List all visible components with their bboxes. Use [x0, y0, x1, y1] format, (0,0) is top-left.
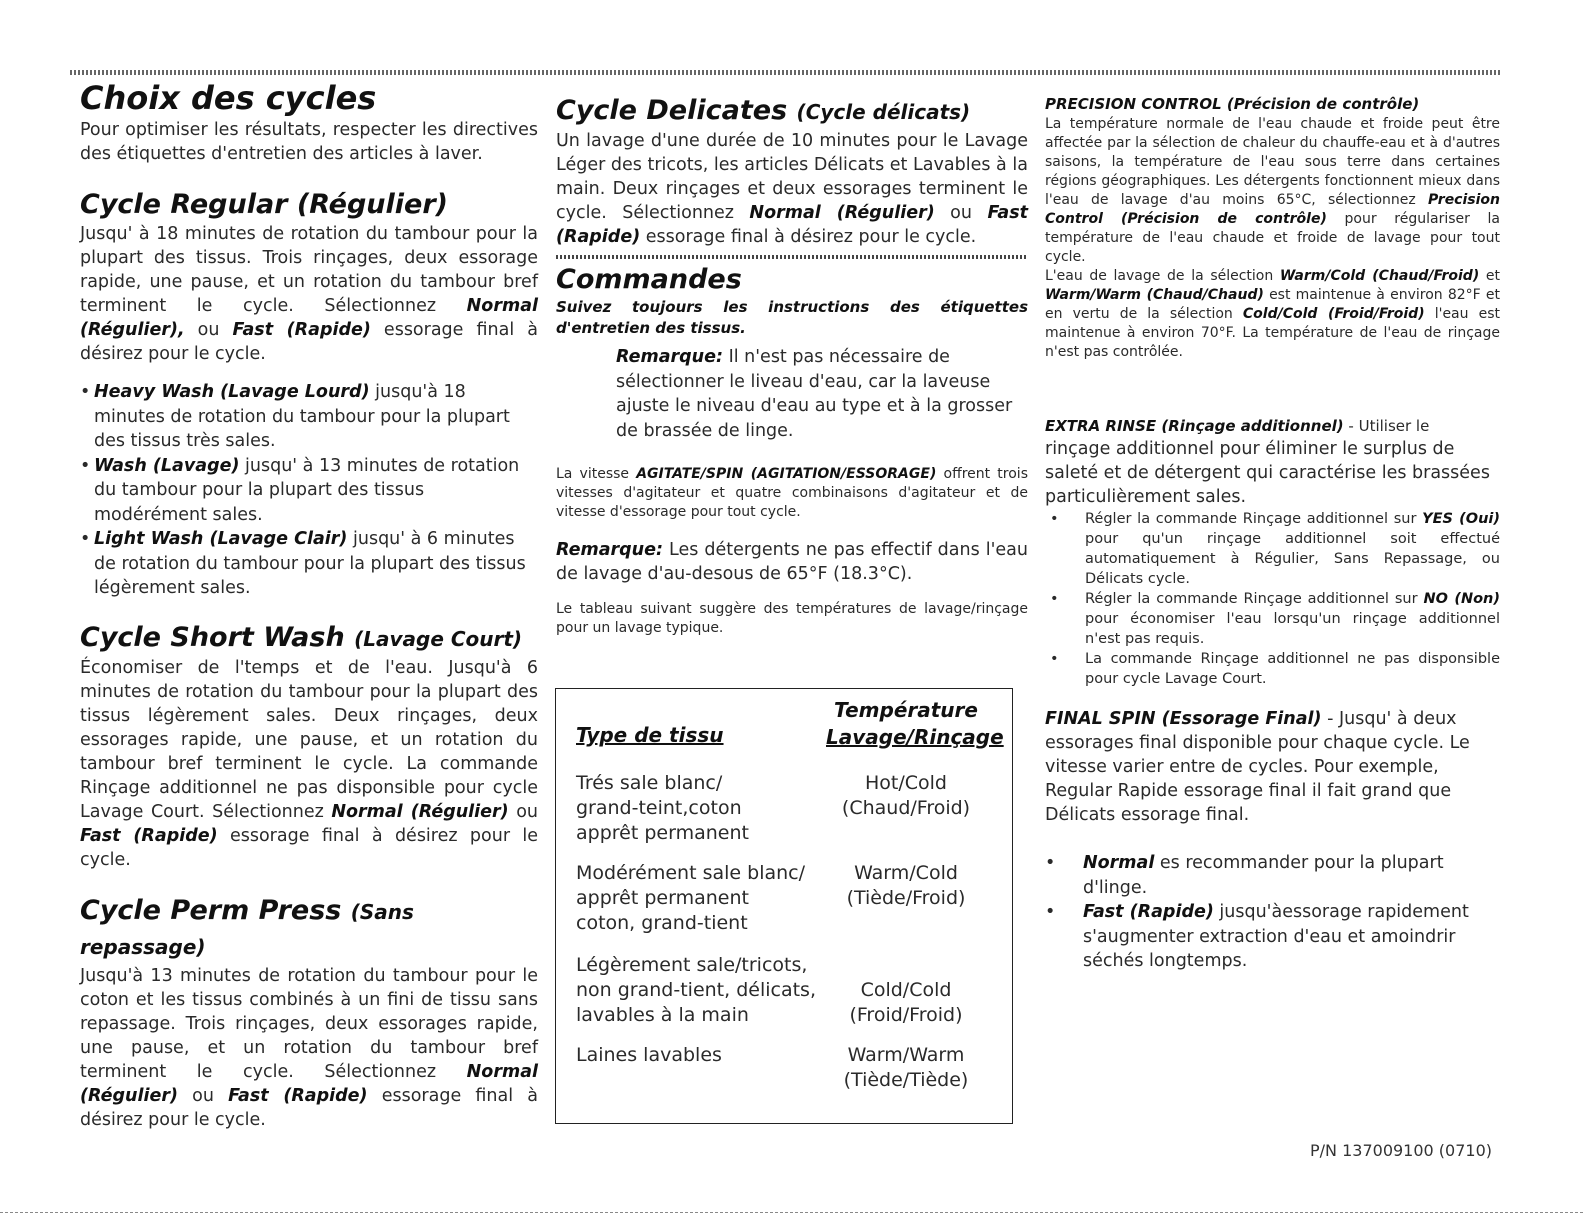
table-header-fabric-type: Type de tissu	[576, 723, 724, 747]
heading-cycle-delicates: Cycle Delicates (Cycle délicats)	[556, 95, 971, 126]
table-cell-temperature: Cold/Cold (Froid/Froid)	[849, 979, 963, 1026]
precision-text: La température normale de l'eau chaude et froide peut être affectée par la sélection de chaleur du chauffe-eau et à d'autres saisons, la température de l'eau sous terre dans certaines régions géographiques. Les détergents fonctionnent mieux dans l'eau de lavage d'au moins 65°C, sélectionnez Precision Control (Précision de contrôle) pour régulariser la température de l'eau chaude et froide de lavage pour tout cycle.	[1045, 116, 1500, 265]
section-title-choix-des-cycles: Choix des cycles	[80, 79, 377, 117]
heading-precision-control: PRECISION CONTROL (Précision de contrôle)	[1045, 95, 1420, 113]
remark-detergents: Remarque: Les détergents ne pas effectif dans l'eau de lavage d'au-desous de 65°F (18.3°C).	[556, 540, 1028, 584]
bullet-extra-rinse-short-wash: • La commande Rinçage additionnel ne pas disponsible pour cycle Lavage Court.	[1045, 649, 1500, 689]
top-dotted-rule	[70, 70, 1500, 75]
heading-cycle-perm-press: Cycle Perm Press (Sans repassage)	[80, 894, 414, 959]
heading-commandes: Commandes	[556, 264, 742, 295]
short-wash-text: Économiser de l'temps et de l'eau. Jusqu'à 6 minutes de rotation du tambour pour la plupart des tissus légèrement sales. Deux rinçages, deux essorages rapide, une pause, et un rotation du tambour bref terminent le cycle. La commande Rinçage additionnel ne pas disponsible pour cycle Lavage Court. Sélectionnez Normal (Régulier) ou Fast (Rapide) essorage final à désirez pour le cycle.	[80, 657, 538, 870]
column-2	[556, 78, 1028, 638]
final-spin-text: FINAL SPIN (Essorage Final) - Jusqu' à deux essorages final disponible pour chaque cycle. Le vitesse varier entre de cycles. Pour exemple, Regular Rapide essorage final il fait grand que Délicats essorage final.	[1045, 709, 1470, 825]
table-header-temperature: Température Lavage/Rinçage	[826, 698, 1004, 749]
extra-rinse-bullet-list	[1045, 509, 1500, 689]
intro-text: Pour optimiser les résultats, respecter les directives des étiquettes d'entretien des articles à laver.	[80, 120, 538, 164]
bullet-final-spin-normal: • Normal es recommander pour la plupart d'linge.	[1045, 851, 1500, 900]
table-cell-temperature: Warm/Cold (Tiède/Froid)	[846, 862, 966, 909]
bullet-extra-rinse-no: • Régler la commande Rinçage additionnel sur NO (Non) pour économiser l'eau lorsqu'un rinçage additionnel n'est pas requis.	[1045, 589, 1500, 649]
commandes-subheading: Suivez toujours les instructions des étiquettes d'entretien des tissus.	[556, 298, 1028, 337]
perm-press-text: Jusqu'à 13 minutes de rotation du tambour pour le coton et les tissus combinés à un fini de tissu sans repassage. Trois rinçages, deux essorages rapide, une pause, et un rotation du tambour bref terminent le cycle. Sélectionnez Normal (Régulier) ou Fast (Rapide) essorage final à désirez pour le cycle.	[80, 965, 538, 1130]
section-separator	[556, 255, 1028, 259]
regular-bullet-list	[80, 380, 538, 601]
final-spin-bullet-list	[1045, 851, 1500, 974]
column-3	[1045, 78, 1500, 974]
delicates-text: Un lavage d'une durée de 10 minutes pour le Lavage Léger des tricots, les articles Délicats et Lavables à la main. Deux rinçages et deux essorages terminent le cycle. Sélectionnez Normal (Régulier) ou Fast (Rapide) essorage final à désirez pour le cycle.	[556, 131, 1028, 247]
heading-cycle-regular: Cycle Regular (Régulier)	[80, 189, 449, 220]
bullet-extra-rinse-yes: • Régler la commande Rinçage additionnel sur YES (Oui) pour qu'un rinçage additionnel soit effectué automatiquement à Régulier, Sans Repassage, ou Délicats cycle.	[1045, 509, 1500, 589]
extra-rinse-heading-line: EXTRA RINSE (Rinçage additionnel) - Utiliser le	[1045, 417, 1430, 435]
column-1	[80, 78, 538, 1132]
table-cell-fabric: Laines lavables	[576, 1044, 722, 1066]
bullet-wash: • Wash (Lavage) jusqu' à 13 minutes de rotation du tambour pour la plupart des tissus modérément sales.	[80, 454, 538, 528]
table-cell-temperature: Hot/Cold (Chaud/Froid)	[841, 772, 971, 819]
precision-text-temps: L'eau de lavage de la sélection Warm/Cold (Chaud/Froid) et Warm/Warm (Chaud/Chaud) est maintenue à environ 82°F et en vertu de la sélection Cold/Cold (Froid/Froid) l'eau est maintenue à environ 70°F. La température de l'eau de rinçage n'est pas contrôlée.	[1045, 268, 1501, 360]
bullet-final-spin-fast: • Fast (Rapide) jusqu'àessorage rapidement s'augmenter extraction d'eau et amoindrir séchés longtemps.	[1045, 900, 1500, 974]
heading-cycle-short-wash: Cycle Short Wash (Lavage Court)	[80, 621, 523, 653]
part-number: P/N 137009100 (0710)	[1310, 1141, 1492, 1160]
bullet-light-wash: • Light Wash (Lavage Clair) jusqu' à 6 minutes de rotation du tambour pour la plupart des tissus légèrement sales.	[80, 527, 538, 601]
temperature-table	[555, 688, 1013, 1124]
table-cell-fabric: Légèrement sale/tricots, non grand-tient, délicats, lavables à la main	[576, 954, 816, 1026]
agitate-spin-text: La vitesse AGITATE/SPIN (AGITATION/ESSORAGE) offrent trois vitesses d'agitateur et quatre combinaisons d'agitateur et de vitesse d'essorage pour tout cycle.	[556, 466, 1028, 520]
bottom-dotted-rule	[0, 1212, 1583, 1213]
table-cell-temperature: Warm/Warm (Tiède/Tiède)	[843, 1044, 969, 1091]
bullet-heavy-wash: • Heavy Wash (Lavage Lourd) jusqu'à 18 minutes de rotation du tambour pour la plupart des tissus très sales.	[80, 380, 538, 454]
table-cell-fabric: Modérément sale blanc/ apprêt permanent coton, grand-tient	[576, 862, 806, 934]
remark-water-level: Remarque: Il n'est pas nécessaire de sélectionner le liveau d'eau, car la laveuse ajuste le niveau d'eau au type et à la grosser de brassée de linge.	[616, 347, 1013, 441]
extra-rinse-text: rinçage additionnel pour éliminer le surplus de saleté et de détergent qui caractérise les brassées particulièrement sales.	[1045, 439, 1490, 507]
regular-text: Jusqu' à 18 minutes de rotation du tambour pour la plupart des tissus. Trois rinçages, deux essorage rapide, une pause, et un rotation du tambour bref terminent le cycle. Sélectionnez Normal (Régulier), ou Fast (Rapide) essorage final à désirez pour le cycle.	[80, 224, 538, 364]
table-cell-fabric: Trés sale blanc/ grand-teint,coton apprêt permanent	[576, 772, 749, 844]
table-intro-text: Le tableau suivant suggère des températures de lavage/rinçage pour un lavage typique.	[556, 601, 1028, 636]
